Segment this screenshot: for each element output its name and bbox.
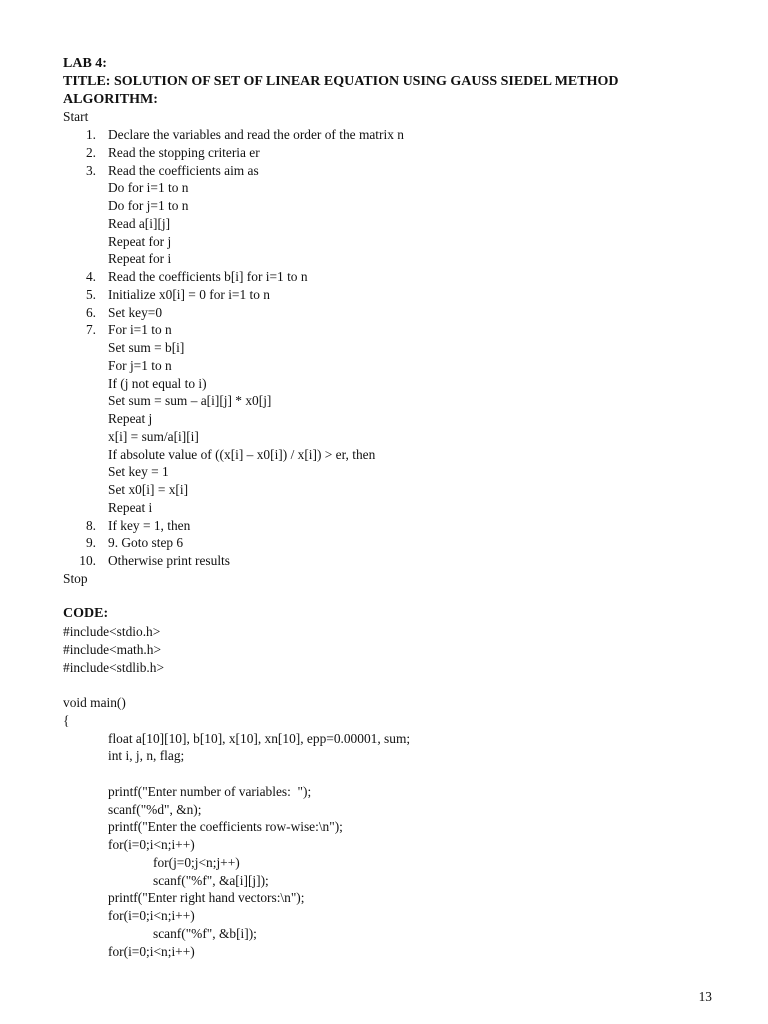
step-number: 7.	[85, 322, 96, 338]
spacer	[63, 676, 723, 694]
code-line: for(j=0;j<n;j++)	[153, 854, 240, 870]
step-number: 6.	[85, 304, 96, 320]
algorithm-substep: Repeat for i	[108, 251, 172, 267]
step-text: For i=1 to n	[108, 322, 172, 338]
code-line: printf("Enter right hand vectors:\n");	[108, 890, 305, 906]
step-text: Initialize x0[i] = 0 for i=1 to n	[108, 286, 270, 302]
algorithm-substep: Read a[i][j]	[108, 215, 171, 231]
algorithm-substep: Repeat j	[108, 411, 153, 426]
code-line: int i, j, n, flag;	[108, 748, 185, 764]
algorithm-step	[63, 126, 723, 144]
step-text: 9. Goto step 6	[108, 535, 184, 551]
code-line: scanf("%d", &n);	[108, 801, 202, 817]
algorithm-substep: Set key = 1	[108, 464, 169, 480]
code-line: #include<stdio.h>	[63, 624, 161, 639]
algorithm-substep: Set x0[i] = x[i]	[108, 482, 189, 497]
step-number: 4.	[85, 269, 96, 284]
spacer	[63, 765, 723, 783]
step-text: Set key=0	[108, 304, 163, 320]
algorithm-step	[63, 286, 723, 304]
algorithm-step	[63, 321, 723, 339]
algorithm-substep: Set sum = b[i]	[108, 340, 185, 355]
code-line: printf("Enter the coefficients row-wise:\n");	[108, 819, 343, 835]
step-number: 1.	[85, 127, 96, 142]
page-number: 13	[698, 989, 712, 1004]
code-heading: CODE:	[63, 606, 109, 622]
step-number: 2.	[85, 144, 96, 160]
code-line: #include<math.h>	[63, 641, 162, 657]
code-line: for(i=0;i<n;i++)	[108, 943, 195, 959]
algorithm-substep: Repeat for j	[108, 233, 172, 249]
algorithm-substep: Repeat i	[108, 499, 153, 515]
algorithm-substep: If (j not equal to i)	[108, 375, 207, 391]
document-title: TITLE: SOLUTION OF SET OF LINEAR EQUATION USING GAUSS SIEDEL METHOD	[63, 73, 619, 89]
algorithm-step	[63, 304, 723, 322]
step-number: 3.	[85, 162, 96, 178]
algorithm-substep: For j=1 to n	[108, 357, 172, 373]
code-line: {	[63, 712, 70, 728]
code-line: for(i=0;i<n;i++)	[108, 908, 195, 923]
code-line: void main()	[63, 695, 126, 710]
algorithm-step	[63, 144, 723, 162]
step-text: Declare the variables and read the order of the matrix n	[108, 127, 404, 142]
spacer	[63, 588, 723, 606]
algorithm-heading: ALGORITHM:	[63, 91, 158, 107]
step-text: Read the coefficients b[i] for i=1 to n	[108, 269, 308, 284]
algorithm-step	[63, 162, 723, 180]
algorithm-substep: Set sum = sum – a[i][j] * x0[j]	[108, 393, 272, 409]
step-text: If key = 1, then	[108, 517, 191, 533]
algorithm-substep: x[i] = sum/a[i][i]	[108, 428, 199, 444]
algorithm-substep: Do for i=1 to n	[108, 180, 189, 196]
code-line: float a[10][10], b[10], x[10], xn[10], epp=0.00001, sum;	[108, 730, 411, 746]
algorithm-step	[63, 534, 723, 552]
step-text: Read the stopping criteria er	[108, 144, 260, 160]
algorithm-stop: Stop	[63, 570, 88, 586]
code-line: scanf("%f", &b[i]);	[153, 925, 257, 941]
step-number: 8.	[85, 517, 96, 533]
code-line: #include<stdlib.h>	[63, 659, 165, 675]
algorithm-step	[63, 268, 723, 286]
algorithm-step	[63, 517, 723, 535]
algorithm-substep: Do for j=1 to n	[108, 198, 189, 213]
document-page	[63, 55, 723, 960]
step-text: Otherwise print results	[108, 553, 230, 568]
code-line: scanf("%f", &a[i][j]);	[153, 872, 269, 888]
code-line: for(i=0;i<n;i++)	[108, 837, 195, 852]
step-text: Read the coefficients aim as	[108, 162, 259, 178]
algorithm-substep: If absolute value of ((x[i] – x0[i]) / x[i]) > er, then	[108, 446, 376, 462]
algorithm-step	[63, 552, 723, 570]
algorithm-start: Start	[63, 109, 89, 125]
step-number: 10.	[79, 553, 96, 568]
step-number: 9.	[85, 535, 96, 551]
lab-number: LAB 4:	[63, 56, 107, 71]
step-number: 5.	[85, 286, 96, 302]
code-line: printf("Enter number of variables: ");	[108, 783, 312, 799]
